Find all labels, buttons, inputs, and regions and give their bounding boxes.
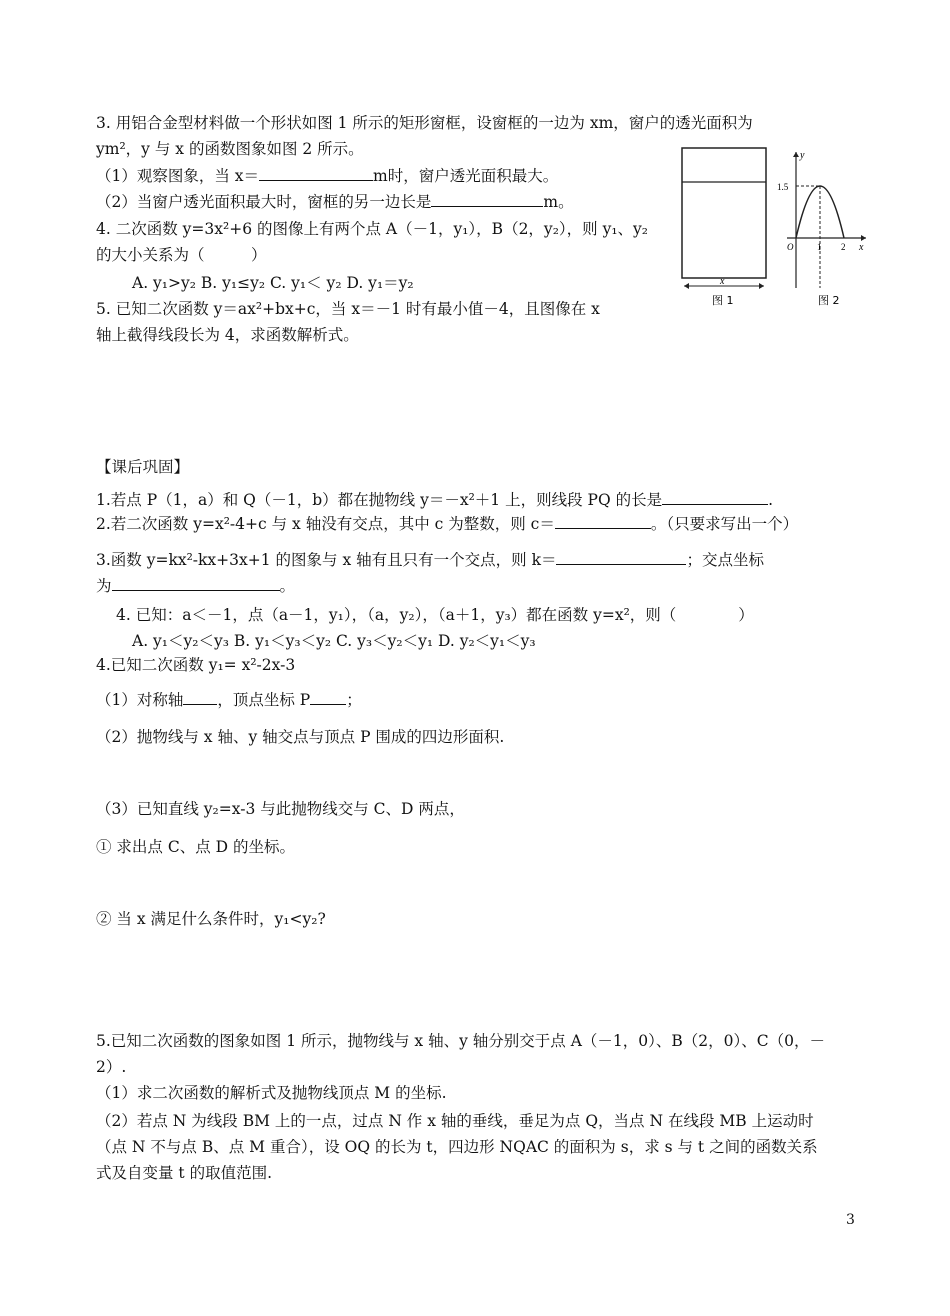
answer-blank[interactable]	[556, 548, 686, 565]
h5-p1: （1）求二次函数的解析式及抛物线顶点 M 的坐标.	[96, 1084, 447, 1102]
q3-part1-pre: （1）观察图象，当 x＝	[96, 167, 260, 185]
h3-pre: 3.函数 y=kx²-kx+3x+1 的图象与 x 轴有且只有一个交点，则 k＝	[96, 551, 557, 569]
h1-post: .	[768, 491, 774, 509]
q5a-line1: 5. 已知二次函数 y＝ax²+bx+c，当 x＝－1 时有最小值－4，且图像在 x	[96, 300, 600, 318]
h3-line2	[96, 574, 295, 597]
q3-part2	[96, 190, 574, 213]
fig2-caption: 图 2	[818, 294, 840, 307]
q3-part1-post: m时，窗户透光面积最大。	[373, 167, 559, 185]
answer-blank[interactable]	[112, 574, 280, 591]
h4-stem: 4. 已知：a＜－1，点（a－1，y₁），（a，y₂），（a＋1，y₃）都在函数 y=x²，则（ ）	[116, 606, 754, 624]
h2	[96, 512, 798, 535]
answer-blank[interactable]	[310, 688, 346, 705]
fig2-x-label: x	[859, 242, 864, 253]
h5-line1: 5.已知二次函数的图象如图 1 所示，抛物线与 x 轴、y 轴分别交于点 A（－1，0）、B（2，0）、C（0，－	[96, 1032, 825, 1050]
h5-p2c: 式及自变量 t 的取值范围.	[96, 1164, 273, 1182]
answer-blank[interactable]	[183, 688, 217, 705]
page-number: 3	[846, 1212, 855, 1228]
q3-part1	[96, 164, 558, 187]
h5-line2: 2）.	[96, 1058, 127, 1076]
fig1-x-label: x	[720, 276, 725, 287]
q5a-line2: 轴上截得线段长为 4，求函数解析式。	[96, 326, 359, 344]
y-tick-1-5: 1.5	[777, 182, 789, 192]
answer-blank[interactable]	[259, 164, 373, 181]
q3-part2-pre: （2）当窗户透光面积最大时，窗框的另一边长是	[96, 193, 432, 211]
fig1-caption: 图 1	[712, 294, 734, 307]
q4a-options: A. y₁>y₂ B. y₁≤y₂ C. y₁＜ y₂ D. y₁＝y₂	[132, 274, 414, 292]
h4b-stem: 4.已知二次函数 y₁= x²-2x-3	[96, 656, 296, 674]
x-tick-2: 2	[841, 242, 846, 252]
h3-line2-post: 。	[279, 577, 296, 595]
window-figures	[672, 138, 872, 314]
answer-blank[interactable]	[431, 190, 543, 207]
x-tick-1: 1	[817, 242, 822, 252]
h4-options: A. y₁＜y₂＜y₃ B. y₁＜y₃＜y₂ C. y₃＜y₂＜y₁ D. y₂＜y₁＜y₃	[132, 632, 536, 650]
q4a-line2: 的大小关系为（ ）	[96, 246, 267, 264]
h4b-p1-b: ，顶点坐标 P	[217, 691, 311, 709]
fig2-y-label: y	[800, 150, 805, 161]
q3-line1: 3. 用铝合金型材料做一个形状如图 1 所示的矩形窗框，设窗框的一边为 xm，窗户的透光面积为	[96, 114, 753, 132]
q3-line2: ym²，y 与 x 的函数图象如图 2 所示。	[96, 140, 364, 158]
window-frame	[682, 148, 766, 278]
origin-label: O	[787, 242, 794, 252]
h5-p2b: （点 N 不与点 B、点 M 重合），设 OQ 的长为 t，四边形 NQAC 的面积为 s，求 s 与 t 之间的函数关系	[96, 1138, 818, 1156]
answer-blank[interactable]	[555, 512, 651, 529]
q3-part2-post: m。	[543, 193, 574, 211]
figure-svg	[672, 138, 872, 314]
h2-post: 。（只要求写出一个）	[650, 515, 799, 533]
h4b-p1-c: ；	[346, 691, 362, 709]
h5-p2a: （2）若点 N 为线段 BM 上的一点，过点 N 作 x 轴的垂线，垂足为点 Q，当点 N 在线段 MB 上运动时	[96, 1112, 814, 1130]
h1	[96, 488, 773, 511]
h3-line2-pre: 为	[96, 577, 112, 595]
h3-mid: ；交点坐标	[686, 551, 764, 569]
h4b-p3: （3）已知直线 y₂=x-3 与此抛物线交与 C、D 两点，	[96, 800, 465, 818]
section-title: 【课后巩固】	[96, 458, 190, 476]
q4a-line1: 4. 二次函数 y=3x²+6 的图像上有两个点 A（－1，y₁），B（2，y₂），则 y₁、y₂	[96, 220, 649, 238]
answer-blank[interactable]	[662, 488, 768, 505]
h4b-p1-a: （1）对称轴	[96, 691, 184, 709]
h1-pre: 1.若点 P（1，a）和 Q（－1，b）都在抛物线 y＝－x²＋1 上，则线段 PQ 的长是	[96, 491, 663, 509]
h4b-p1	[96, 688, 362, 711]
h4b-p2: （2）抛物线与 x 轴、y 轴交点与顶点 P 围成的四边形面积.	[96, 728, 505, 746]
axis-arrows	[793, 152, 866, 241]
h4b-s2: ② 当 x 满足什么条件时，y₁<y₂?	[96, 910, 326, 928]
h4b-s1: ① 求出点 C、点 D 的坐标。	[96, 838, 295, 856]
h3-line1	[96, 548, 764, 571]
h2-pre: 2.若二次函数 y=x²-4+c 与 x 轴没有交点，其中 c 为整数，则 c＝	[96, 515, 555, 533]
